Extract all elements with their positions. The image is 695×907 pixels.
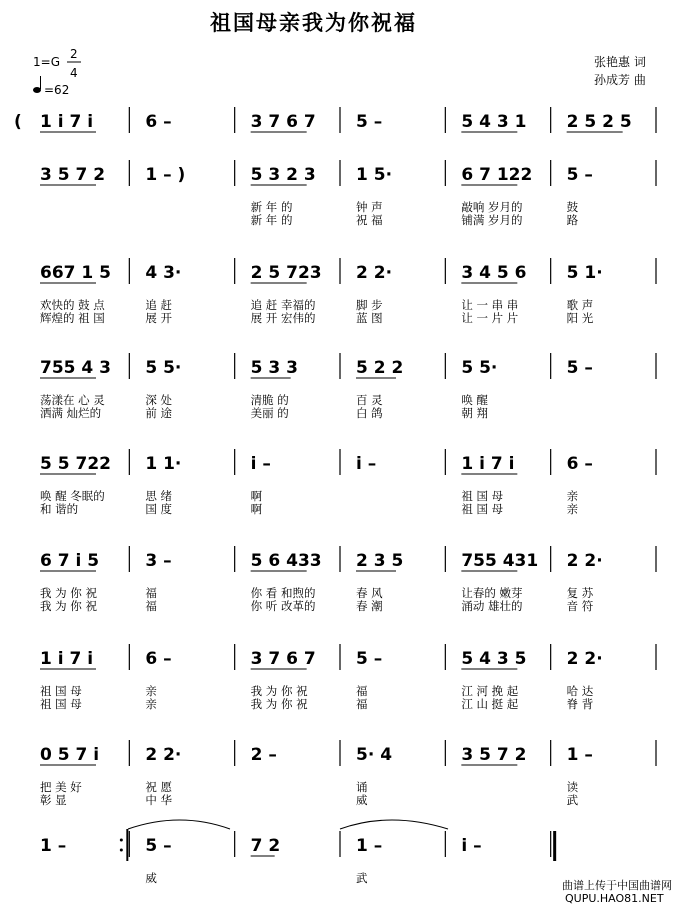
measure-notes: 1 i 7 i [461, 454, 515, 474]
measure [567, 107, 656, 133]
measure [356, 546, 445, 613]
lyric-verse-2: 武 [566, 793, 579, 807]
lyric-verse-2: 春 潮 [356, 599, 383, 613]
measure-notes: 667 1 5 [40, 263, 111, 283]
measure-notes: 7 2 [250, 836, 281, 856]
lyric-verse-1: 荡漾在 心 灵 [40, 393, 105, 407]
lyric-verse-1: 深 处 [145, 393, 172, 407]
measure-notes: 5 3 2 3 [250, 165, 316, 185]
measure [145, 546, 234, 613]
lyric-verse-1: 祖 国 母 [40, 684, 82, 698]
lyric-verse-1: 诵 [356, 780, 368, 794]
lyric-verse-2: 辉煌的 祖 国 [40, 311, 105, 325]
measure [461, 644, 550, 711]
score-row [40, 740, 656, 807]
tie-arc [128, 820, 230, 829]
measure [461, 258, 550, 325]
measure [145, 831, 234, 885]
lyric-verse-2: 美丽 的 [250, 406, 289, 420]
measure-notes: 5 5· [145, 358, 182, 378]
lyric-verse-1: 让春的 嫩芽 [461, 586, 523, 600]
measure [356, 258, 445, 325]
measure [251, 353, 340, 420]
lyric-verse-2: 路 [566, 213, 579, 227]
lyric-verse-1: 唤 醒 [461, 393, 488, 407]
measure [567, 449, 656, 516]
measure-notes: 6 – [566, 454, 593, 474]
measure-notes: 2 2· [145, 745, 182, 765]
measure-notes: 2 – [250, 745, 277, 765]
lyric-verse-1: 新 年 的 [250, 200, 293, 214]
lyric-verse-1: 清脆 的 [250, 393, 289, 407]
lyric-verse-2: 中 华 [145, 793, 172, 807]
measure-notes: 6 7 122 [461, 165, 533, 185]
measure [145, 107, 234, 133]
measure-notes: 5 – [566, 358, 593, 378]
lyric-verse-2: 啊 [250, 502, 263, 516]
measure [40, 644, 129, 711]
measure-notes: 5 1· [566, 263, 603, 283]
lyric-verse-2: 阳 光 [566, 311, 594, 325]
measure-notes: 1 – [40, 836, 67, 856]
tempo-marking: =62 [44, 83, 70, 97]
measure-notes: 6 7 i 5 [40, 551, 100, 571]
lyric-verse-2: 白 鸽 [356, 406, 383, 420]
measure-notes: 2 2· [356, 263, 393, 283]
score-row [40, 449, 656, 516]
measure [145, 449, 234, 516]
tie-arc [340, 820, 448, 829]
measure-notes: 5 – [356, 649, 383, 669]
lyric-verse-2: 祖 国 母 [40, 697, 82, 711]
lyric-verse-2: 让 一 片 片 [461, 311, 519, 325]
measure-notes: 5 4 3 5 [461, 649, 527, 669]
measure [356, 160, 445, 227]
measure [567, 546, 656, 613]
measure [40, 449, 129, 516]
measure [145, 160, 234, 186]
lyric-verse-1: 百 灵 [356, 393, 383, 407]
lyric-verse-1: 亲 [566, 489, 579, 503]
lyric-verse-1: 福 [356, 684, 368, 698]
lyric-verse-1: 祖 国 母 [461, 489, 504, 503]
measure [356, 740, 445, 807]
lyric-verse-1: 歌 声 [566, 298, 594, 312]
measure-notes: 5 – [145, 836, 172, 856]
measure [461, 160, 550, 227]
measure [567, 644, 656, 711]
lyric-verse-2: 我 为 你 祝 [250, 697, 308, 711]
lyric-verse-2: 祝 福 [356, 213, 383, 227]
lyric-verse-1: 哈 达 [566, 684, 594, 698]
score-row [40, 258, 656, 325]
measure-notes: 3 4 5 6 [461, 263, 527, 283]
measure [356, 107, 445, 133]
measure-notes: 5 6 433 [250, 551, 322, 571]
measure-notes: 3 5 7 2 [40, 165, 106, 185]
measure [251, 644, 340, 711]
lyric-verse-1: 我 为 你 祝 [250, 684, 308, 698]
lyric-verse-2: 我 为 你 祝 [40, 599, 97, 613]
lyric-verse-1: 鼓 [566, 200, 579, 214]
score-row [40, 644, 656, 711]
quarter-note-icon [33, 76, 41, 93]
time-signature-top: 2 [70, 47, 78, 61]
measure [356, 644, 445, 711]
measure [461, 449, 550, 516]
lyricist-credit: 张艳惠 词 [594, 55, 646, 69]
lyric-verse-2: 你 听 改革的 [250, 599, 316, 613]
measure-notes: 6 – [145, 112, 172, 132]
measure [461, 831, 550, 857]
measure [461, 353, 550, 420]
lyric-verse-2: 前 途 [145, 406, 172, 420]
lyric-verse-1: 思 绪 [145, 489, 172, 503]
lyric-verse-2: 福 [145, 599, 157, 613]
measure-notes: 1 1· [145, 454, 182, 474]
measure [40, 546, 129, 613]
measure-notes: i – [250, 454, 271, 474]
lyric-verse-1: 武 [356, 871, 368, 885]
measure [145, 740, 234, 807]
measure-notes: 755 431 [461, 551, 539, 571]
measure [251, 449, 340, 516]
measure-notes: 3 5 7 2 [461, 745, 527, 765]
measure [356, 353, 445, 420]
measure [145, 353, 234, 420]
footer-site-name: 曲谱上传于中国曲谱网 [562, 879, 672, 892]
measure [567, 160, 656, 227]
measure [461, 740, 550, 766]
measure-notes: 5 3 3 [250, 358, 298, 378]
score-row [40, 353, 656, 420]
measure [40, 107, 129, 133]
lyric-verse-2: 江 山 挺 起 [461, 697, 519, 711]
song-title: 祖国母亲我为你祝福 [210, 10, 417, 35]
lyric-verse-2: 亲 [566, 502, 579, 516]
measure [567, 353, 656, 379]
measure [251, 258, 340, 325]
lyric-verse-1: 脚 步 [356, 298, 383, 312]
measure [251, 831, 340, 857]
lyric-verse-1: 春 风 [356, 586, 383, 600]
measure [145, 258, 234, 325]
measure [145, 644, 234, 711]
lyric-verse-2: 脊 背 [566, 697, 594, 711]
lyric-verse-2: 祖 国 母 [461, 502, 504, 516]
measure-notes: 2 3 5 [356, 551, 404, 571]
measure-notes: 5 – [356, 112, 383, 132]
lyric-verse-1: 唤 醒 冬眠的 [40, 489, 105, 503]
lyric-verse-1: 读 [566, 780, 579, 794]
measure-notes: 1 i 7 i [40, 649, 94, 669]
measure-notes: 5 5 722 [40, 454, 111, 474]
lyric-verse-1: 江 河 挽 起 [461, 684, 519, 698]
measure [251, 160, 340, 227]
opening-parenthesis: ( [14, 112, 22, 132]
measure [40, 740, 129, 807]
footer-site-url: QUPU.HAO81.NET [565, 892, 664, 905]
time-signature-bottom: 4 [70, 66, 78, 80]
lyric-verse-2: 展 开 [145, 311, 172, 325]
lyric-verse-1: 敲响 岁月的 [461, 200, 523, 214]
measure-notes: 1 i 7 i [40, 112, 94, 132]
measure-notes: 3 7 6 7 [250, 649, 316, 669]
measure-notes: 5 2 2 [356, 358, 404, 378]
measure [567, 740, 656, 807]
measure [356, 449, 445, 475]
measure [40, 831, 129, 857]
measure-notes: 3 7 6 7 [250, 112, 316, 132]
measure [40, 258, 129, 325]
lyric-verse-1: 威 [145, 871, 157, 885]
lyric-verse-2: 福 [356, 697, 368, 711]
measure [40, 160, 129, 186]
measure-notes: 3 – [145, 551, 172, 571]
measure-notes: i – [461, 836, 482, 856]
lyric-verse-1: 祝 愿 [145, 780, 172, 794]
lyric-verse-2: 新 年 的 [250, 213, 293, 227]
measure-notes: 2 5 723 [250, 263, 322, 283]
lyric-verse-2: 蓝 图 [356, 311, 383, 325]
composer-credit: 孙成芳 曲 [594, 73, 646, 87]
lyric-verse-1: 欢快的 鼓 点 [40, 298, 105, 312]
lyric-verse-1: 复 苏 [566, 586, 594, 600]
lyric-verse-1: 啊 [250, 489, 263, 503]
measure [567, 258, 656, 325]
lyric-verse-1: 你 看 和煦的 [250, 586, 316, 600]
lyric-verse-2: 铺满 岁月的 [461, 213, 523, 227]
measure-notes: 0 5 7 i [40, 745, 100, 765]
measure-notes: 5· 4 [356, 745, 393, 765]
lyric-verse-2: 亲 [145, 697, 157, 711]
measure [251, 546, 340, 613]
lyric-verse-1: 让 一 串 串 [461, 298, 519, 312]
score-rows [14, 107, 656, 885]
lyric-verse-1: 福 [145, 586, 157, 600]
measure [251, 107, 340, 133]
lyric-verse-2: 威 [356, 793, 368, 807]
repeat-dot [120, 839, 123, 842]
measure-notes: 755 4 3 [40, 358, 111, 378]
lyric-verse-2: 朝 翔 [461, 406, 488, 420]
measure-notes: 2 2· [566, 551, 603, 571]
lyric-verse-2: 展 开 宏伟的 [250, 311, 316, 325]
score-row [40, 820, 555, 885]
measure-notes: 1 5· [356, 165, 393, 185]
lyric-verse-2: 涌动 雄壮的 [461, 599, 523, 613]
lyric-verse-1: 亲 [145, 684, 157, 698]
lyric-verse-2: 彰 显 [40, 793, 67, 807]
measure-notes: 1 – [356, 836, 383, 856]
lyric-verse-2: 和 谐的 [40, 502, 79, 516]
measure [461, 107, 550, 133]
measure-notes: 2 2· [566, 649, 603, 669]
repeat-dot [120, 849, 123, 852]
measure-notes: 5 – [566, 165, 593, 185]
lyric-verse-1: 把 美 好 [40, 780, 82, 794]
lyric-verse-1: 我 为 你 祝 [40, 586, 97, 600]
lyric-verse-1: 钟 声 [356, 200, 383, 214]
measure-notes: 4 3· [145, 263, 182, 283]
measure-notes: i – [356, 454, 377, 474]
measure [251, 740, 340, 766]
measure-notes: 1 – [566, 745, 593, 765]
lyric-verse-1: 追 赶 幸福的 [250, 298, 316, 312]
measure-notes: 5 4 3 1 [461, 112, 527, 132]
measure-notes: 5 5· [461, 358, 498, 378]
score-row [14, 107, 656, 133]
lyric-verse-2: 音 符 [566, 599, 594, 613]
measure [40, 353, 129, 420]
lyric-verse-1: 追 赶 [145, 298, 172, 312]
score-row [40, 160, 656, 227]
measure-notes: 2 5 2 5 [566, 112, 632, 132]
measure-notes: 1 – ) [145, 165, 186, 185]
measure [356, 831, 445, 885]
lyric-verse-2: 国 度 [145, 502, 172, 516]
measure-notes: 6 – [145, 649, 172, 669]
lyric-verse-2: 洒满 灿烂的 [40, 406, 102, 420]
measure [461, 546, 550, 613]
key-signature: 1=G [33, 55, 60, 69]
score-row [40, 546, 656, 613]
